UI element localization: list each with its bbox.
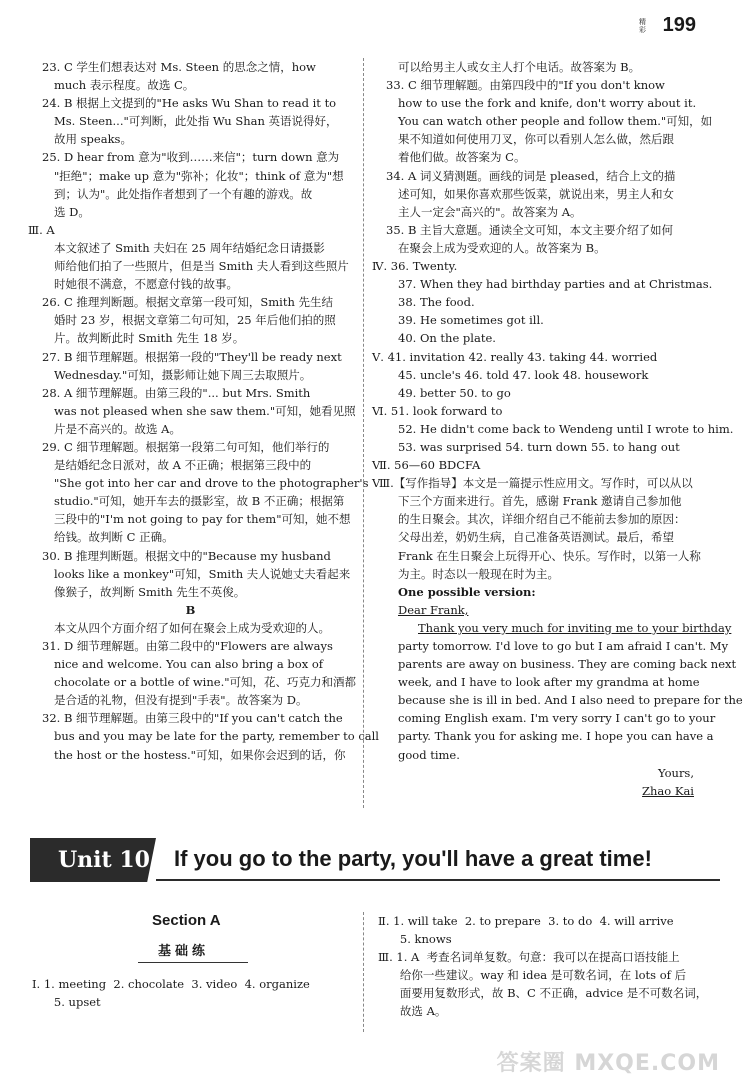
text-line: Ⅴ. 41. invitation 42. really 43. taking 44. worried <box>372 349 658 364</box>
text-line: "She got into her car and drove to the photographer's <box>54 476 369 491</box>
text-line: Yours, <box>658 765 694 780</box>
answer-line: Ⅲ. 1. A 考查名词单复数。句意：我可以在提高口语技能上 <box>378 950 680 964</box>
text-line: 本文从四个方面介绍了如何在聚会上成为受欢迎的人。 <box>54 620 330 635</box>
text-line: 是合适的礼物，但没有提到"手表"。故答案为 D。 <box>54 693 308 708</box>
bottom-left-answers <box>32 975 352 1011</box>
text-line: Ms. Steen..."可判断，此处指 Wu Shan 英语说得好， <box>54 114 338 129</box>
text-line: 着他们做。故答案为 C。 <box>398 150 526 165</box>
text-line: 故用 speaks。 <box>54 132 132 147</box>
text-line: looks like a monkey"可知，Smith 夫人说她丈夫看起来 <box>54 566 351 581</box>
bottom-divider <box>363 912 364 1032</box>
text-line: chocolate or a bottle of wine."可知，花、巧克力和酒都 <box>54 675 357 690</box>
text-line: 在聚会上成为受欢迎的人。故答案为 B。 <box>398 240 606 255</box>
text-line: 述可知，如果你喜欢那些饭菜，就说出来，男主人和女 <box>398 186 674 201</box>
text-line: 24. B 根据上文提到的"He asks Wu Shan to read it to <box>42 96 337 111</box>
text-line: 49. better 50. to go <box>398 385 511 400</box>
unit-title: If you go to the party, you'll have a great time! <box>174 846 652 871</box>
text-line: 35. B 主旨大意题。通读全文可知，本文主要介绍了如何 <box>386 222 674 237</box>
text-line: 25. D hear from 意为"收到……来信"；turn down 意为 <box>42 150 340 165</box>
text-line: Ⅷ.【写作指导】本文是一篇提示性应用文。写作时，可以从以 <box>372 476 693 491</box>
text-line: B <box>185 602 196 617</box>
answer-line: Ⅱ. 1. will take 2. to prepare 3. to do 4. will arrive <box>378 914 674 928</box>
text-line: the host or the hostess."可知，如果你会迟到的话，你 <box>54 747 346 762</box>
text-line: 27. B 细节理解题。根据第一段的"They'll be ready next <box>42 349 342 364</box>
text-line: Ⅲ. A <box>28 222 55 237</box>
text-line: Frank 在生日聚会上玩得开心、快乐。写作时，以第一人称 <box>398 548 701 563</box>
text-line: party. Thank you for asking me. I hope you can have a <box>398 729 714 744</box>
text-line: nice and welcome. You can also bring a box of <box>54 657 324 672</box>
text-line: 为主。时态以一般现在时为主。 <box>398 566 559 581</box>
text-line: coming English exam. I'm very sorry I can't go to your <box>398 711 716 726</box>
text-line: party tomorrow. I'd love to go but I am afraid I can't. My <box>398 639 729 653</box>
text-line: 31. D 细节理解题。由第二段中的"Flowers are always <box>42 639 333 653</box>
text-line: 37. When they had birthday parties and at Christmas. <box>398 277 713 292</box>
answer-line: 5. knows <box>378 932 452 946</box>
page-mark: 精 彩 <box>639 18 646 34</box>
text-line: week, and I have to look after my grandma at home <box>398 675 700 690</box>
text-line: 本文叙述了 Smith 夫妇在 25 周年结婚纪念日请摄影 <box>54 240 325 255</box>
bottom-right-answers <box>378 912 708 1020</box>
practice-rule <box>138 962 248 963</box>
answer-line: Ⅰ. 1. meeting 2. chocolate 3. video 4. organize <box>32 977 310 991</box>
text-line: Ⅳ. 36. Twenty. <box>372 259 458 274</box>
text-line: 45. uncle's 46. told 47. look 48. housework <box>398 367 649 382</box>
text-line: 39. He sometimes got ill. <box>398 313 544 328</box>
text-line: One possible version: <box>398 584 536 599</box>
section-title: Section A <box>152 912 221 929</box>
text-line: 时她很不满意，不愿意付钱的故事。 <box>54 277 238 292</box>
text-line: because she is ill in bed. And I also need to prepare for the <box>398 693 743 708</box>
text-line: 三段中的"I'm not going to pay for them"可知，她不想 <box>54 512 351 527</box>
text-line: "拒绝"；make up 意为"弥补；化妆"；think of 意为"想 <box>54 168 344 183</box>
answer-line: 面要用复数形式，故 B、C 不正确，advice 是不可数名词， <box>378 986 708 1000</box>
text-line: 主人一定会"高兴的"。故答案为 A。 <box>398 204 582 219</box>
text-line: 像猴子，故判断 Smith 先生不英俊。 <box>54 584 246 599</box>
text-line: 果不知道如何使用刀叉，你可以看别人怎么做，然后跟 <box>398 132 674 147</box>
text-line: was not pleased when she saw them."可知，她看见照 <box>54 403 356 418</box>
left-column <box>28 58 379 764</box>
text-line: Ⅵ. 51. look forward to <box>372 403 503 418</box>
text-line: 38. The food. <box>398 295 475 310</box>
answer-line: 5. upset <box>32 995 101 1009</box>
text-line: 40. On the plate. <box>398 331 496 346</box>
text-line: Thank you very much for inviting me to your birthday <box>418 620 732 635</box>
text-line: 选 D。 <box>54 204 90 219</box>
text-line: 给钱。故判断 C 正确。 <box>54 530 174 545</box>
text-line: 52. He didn't come back to Wendeng until I wrote to him. <box>398 421 734 436</box>
text-line: studio."可知，她开车去的摄影室，故 B 不正确；根据第 <box>54 494 345 509</box>
text-line: 28. A 细节理解题。由第三段的"... but Mrs. Smith <box>42 385 311 400</box>
text-line: 34. A 词义猜测题。画线的词是 pleased，结合上文的描 <box>386 168 676 183</box>
text-line: You can watch other people and follow them."可知，如 <box>398 114 713 129</box>
text-line: 父母出差，奶奶生病，自己准备英语测试。最后，希望 <box>398 530 674 545</box>
text-line: bus and you may be late for the party, remember to call <box>54 729 379 744</box>
answer-line: 给你一些建议。way 和 idea 是可数名词，在 lots of 后 <box>378 968 687 982</box>
text-line: 26. C 推理判断题。根据文章第一段可知，Smith 先生结 <box>42 295 334 310</box>
text-line: 婚时 23 岁，根据文章第二句可知，25 年后他们拍的照 <box>54 313 336 328</box>
text-line: 32. B 细节理解题。由第三段中的"If you can't catch the <box>42 711 343 726</box>
text-line: 下三个方面来进行。首先，感谢 Frank 邀请自己参加他 <box>398 494 682 509</box>
text-line: parents are away on business. They are coming back next <box>398 657 737 672</box>
text-line: 53. was surprised 54. turn down 55. to hang out <box>398 439 680 454</box>
text-line: 片是不高兴的。故选 A。 <box>54 421 181 436</box>
unit-banner <box>30 838 720 882</box>
text-line: 师给他们拍了一些照片，但是当 Smith 夫人看到这些照片 <box>54 259 349 274</box>
unit-rule <box>156 879 720 881</box>
text-line: 23. C 学生们想表达对 Ms. Steen 的思念之情，how <box>42 60 316 74</box>
text-line: 30. B 推理判断题。根据文中的"Because my husband <box>42 548 331 563</box>
text-line: good time. <box>398 747 460 762</box>
text-line: 可以给男主人或女主人打个电话。故答案为 B。 <box>398 60 641 74</box>
text-line: 的生日聚会。其次，详细介绍自己不能前去参加的原因： <box>398 512 686 527</box>
watermark: 答案圈 MXQE.COM <box>496 1051 720 1076</box>
answer-line: 故选 A。 <box>378 1004 447 1018</box>
right-column <box>372 58 743 800</box>
text-line: much 表示程度。故选 C。 <box>54 78 195 93</box>
text-line: 是结婚纪念日派对，故 A 不正确；根据第三段中的 <box>54 458 312 473</box>
text-line: Zhao Kai <box>642 783 694 798</box>
text-line: how to use the fork and knife, don't worry about it. <box>398 96 697 111</box>
practice-heading: 基础练 <box>158 944 210 959</box>
text-line: 33. C 细节理解题。由第四段中的"If you don't know <box>386 78 665 93</box>
text-line: Dear Frank, <box>398 602 469 617</box>
unit-label: Unit 10 <box>58 847 150 873</box>
text-line: Wednesday."可知，摄影师让她下周三去取照片。 <box>54 367 312 382</box>
text-line: 片。故判断此时 Smith 先生 18 岁。 <box>54 331 245 346</box>
text-line: 29. C 细节理解题。根据第一段第二句可知，他们举行的 <box>42 439 330 454</box>
text-line: Ⅶ. 56—60 BDCFA <box>372 458 481 473</box>
page-number: 199 <box>662 14 696 36</box>
column-divider <box>363 58 364 808</box>
text-line: 到；认为"。此处指作者想到了一个有趣的游戏。故 <box>54 186 313 201</box>
